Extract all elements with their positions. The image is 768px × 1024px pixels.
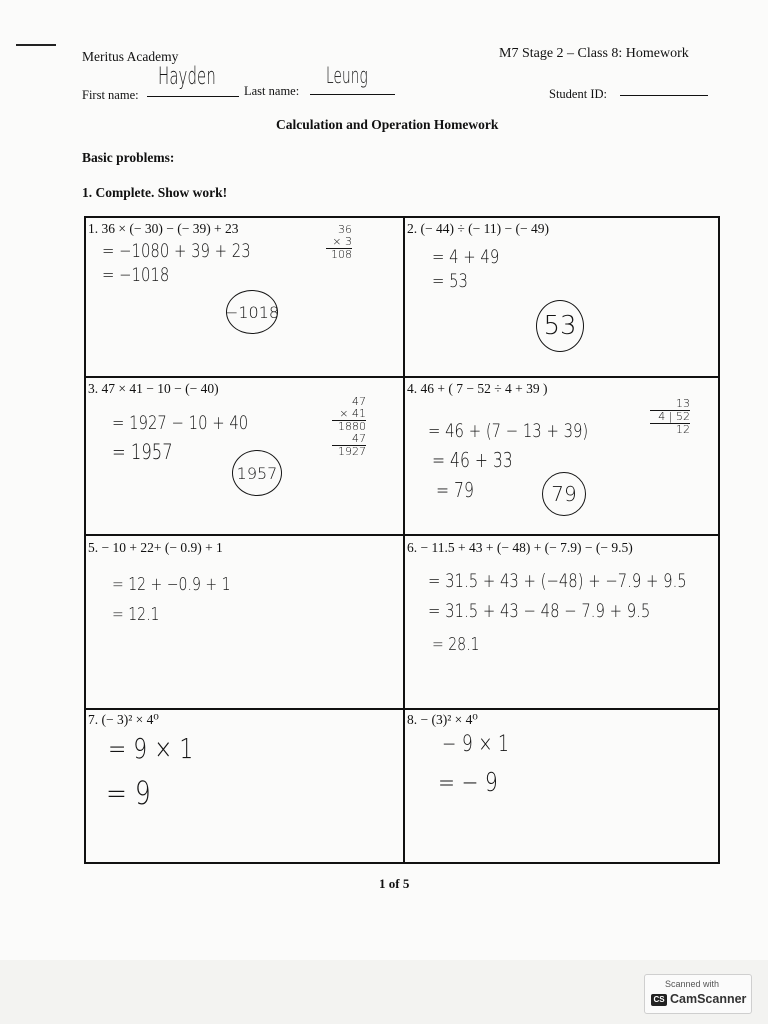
problem-3-answer-circle (232, 450, 282, 496)
grid-divider-vertical (403, 216, 405, 864)
scanned-with-text: Scanned with (665, 979, 720, 989)
last-name-value: Leung (326, 64, 368, 89)
problem-2-work-line: = 53 (432, 270, 468, 292)
instruction-text: 1. Complete. Show work! (82, 185, 228, 200)
last-name-label: Last name: (244, 84, 300, 98)
section-heading: Basic problems: (82, 150, 175, 165)
school-name: Meritus Academy (82, 49, 179, 64)
problem-1-statement: 1. 36 × (− 30) − (− 39) + 23 (88, 221, 239, 236)
student-id-label: Student ID: (549, 87, 607, 101)
problem-4-work-line: = 46 + 33 (432, 448, 513, 472)
problem-7-work-line: = 9 × 1 (108, 732, 194, 765)
problem-5-work-line: = 12 + −0.9 + 1 (112, 574, 231, 595)
problem-5-work-line: = 12.1 (112, 604, 160, 625)
side-calc-line: 47 (352, 432, 366, 445)
problem-6-work-line: = 31.5 + 43 + (−48) + −7.9 + 9.5 (428, 570, 687, 592)
camscanner-logo-icon: CS (651, 994, 667, 1006)
page-number: 1 of 5 (379, 876, 410, 891)
problem-6-work-line: = 28.1 (432, 634, 480, 655)
problem-3-answer: 1957 (236, 463, 278, 483)
problem-4-work-line: = 79 (436, 478, 474, 502)
problem-2-statement: 2. (− 44) ÷ (− 11) − (− 49) (407, 221, 549, 236)
problem-1-answer-circle (226, 290, 278, 334)
camscanner-watermark (644, 974, 752, 1014)
problem-4-answer: 79 (551, 482, 577, 506)
camscanner-brand: CamScanner (670, 992, 747, 1006)
side-calc-line: 108 (326, 248, 352, 261)
first-name-label: First name: (82, 88, 139, 102)
problem-4-work-line: = 46 + (7 − 13 + 39) (428, 420, 589, 442)
side-calc-line: 47 (352, 395, 366, 408)
side-calc-line: × 3 (332, 235, 352, 248)
problem-1-work-line: = −1080 + 39 + 23 (102, 240, 251, 262)
problem-2-answer-circle (536, 300, 584, 352)
problem-4-statement: 4. 46 + ( 7 − 52 ÷ 4 + 39 ) (407, 381, 548, 396)
side-calc-line: 36 (338, 223, 352, 236)
problem-8-work-line: = − 9 (438, 768, 498, 798)
problem-6-work-line: = 31.5 + 43 − 48 − 7.9 + 9.5 (428, 600, 651, 622)
first-name-value: Hayden (158, 62, 216, 90)
scan-edge-mark (16, 44, 56, 46)
side-calc-line: 4 | 52 (650, 410, 690, 423)
grid-divider-row-1 (84, 376, 720, 378)
student-id-underline (620, 95, 708, 96)
problem-3-statement: 3. 47 × 41 − 10 − (− 40) (88, 381, 219, 396)
problem-2-answer: 53 (543, 311, 577, 341)
problem-7-work-line: = 9 (106, 774, 151, 812)
problem-3-work-line: = 1927 − 10 + 40 (112, 412, 249, 434)
problem-1-answer: −1018 (224, 302, 280, 322)
grid-divider-row-2 (84, 534, 720, 536)
problem-3-work-line: = 1957 (112, 440, 173, 464)
problem-3-side-calc (332, 396, 366, 458)
homework-title: Calculation and Operation Homework (276, 117, 499, 132)
problem-1-side-calc (326, 224, 352, 261)
problem-2-work-line: = 4 + 49 (432, 246, 500, 268)
problem-6-statement: 6. − 11.5 + 43 + (− 48) + (− 7.9) − (− 9.5) (407, 540, 633, 555)
grid-divider-row-3 (84, 708, 720, 710)
problem-1-work-line: = −1018 (102, 264, 170, 286)
problem-7-statement: 7. (− 3)² × 4⁰ (88, 712, 159, 727)
side-calc-line: 1880 (332, 420, 366, 433)
problem-4-answer-circle (542, 472, 586, 516)
problem-4-side-calc (650, 398, 690, 436)
side-calc-line: 13 (676, 397, 690, 410)
first-name-underline (147, 96, 239, 97)
side-calc-line: 12 (650, 423, 690, 436)
side-calc-line: × 41 (339, 407, 366, 420)
class-title: M7 Stage 2 – Class 8: Homework (499, 46, 689, 61)
side-calc-line: 1927 (332, 445, 366, 458)
last-name-underline (310, 94, 395, 95)
problem-8-work-line: − 9 × 1 (442, 732, 509, 757)
problem-8-statement: 8. − (3)² × 4⁰ (407, 712, 478, 727)
problem-5-statement: 5. − 10 + 22+ (− 0.9) + 1 (88, 540, 223, 555)
